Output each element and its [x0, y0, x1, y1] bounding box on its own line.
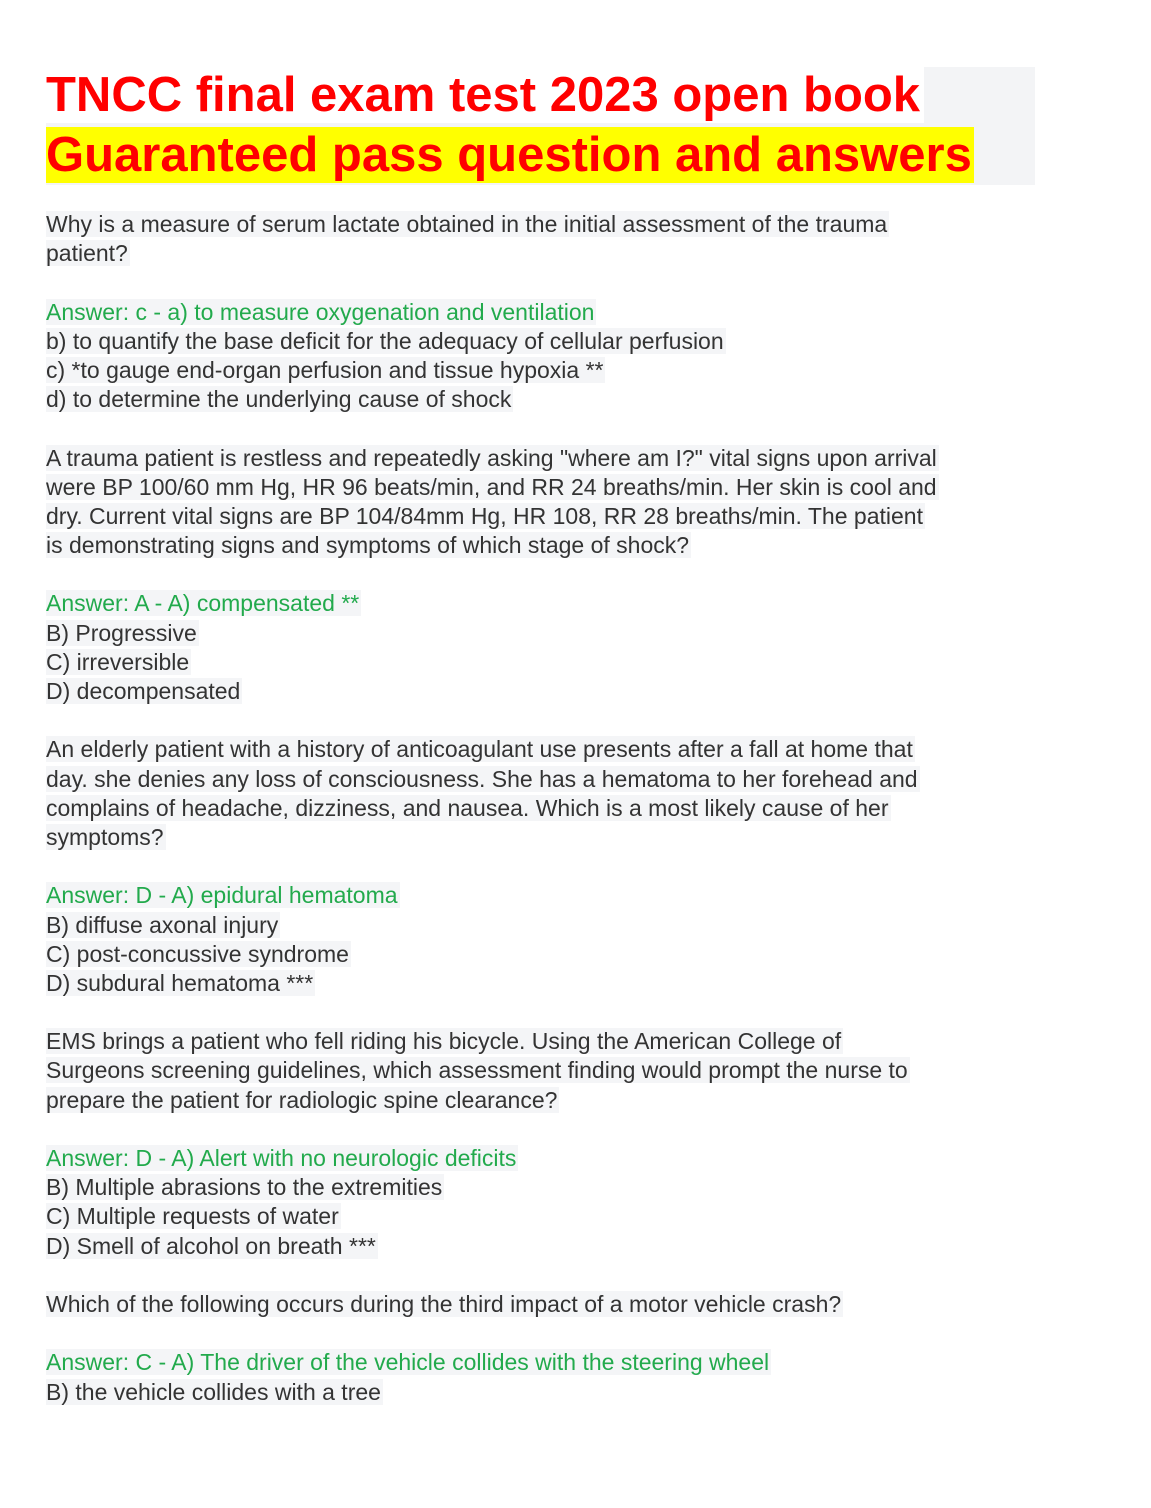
question-line: EMS brings a patient who fell riding his bicycle. Using the American College of — [46, 1028, 842, 1055]
option-line: C) Multiple requests of water — [46, 1203, 339, 1230]
option-line: D) decompensated — [46, 678, 241, 704]
option-line: D) Smell of alcohol on breath *** — [46, 1232, 376, 1259]
answer-line: Answer: D - A) epidural hematoma — [46, 882, 398, 909]
question-line: patient? — [46, 240, 128, 267]
qa-item — [46, 1290, 1036, 1407]
question-line: is demonstrating signs and symptoms of which stage of shock? — [46, 532, 690, 559]
option-line: B) the vehicle collides with a tree — [46, 1378, 381, 1405]
qa-content — [46, 210, 1036, 1407]
option-line: b) to quantify the base deficit for the adequacy of cellular perfusion — [46, 327, 724, 354]
answer-line: Answer: A - A) compensated ** — [46, 590, 360, 617]
title-line-1: TNCC final exam test 2023 open book — [46, 67, 924, 123]
question-line: Which of the following occurs during the third impact of a motor vehicle crash? — [46, 1290, 842, 1317]
question-line: were BP 100/60 mm Hg, HR 96 beats/min, and RR 24 breaths/min. Her skin is cool and — [46, 473, 937, 500]
question-line: Surgeons screening guidelines, which assessment finding would prompt the nurse to — [46, 1057, 908, 1084]
option-line: C) irreversible — [46, 648, 190, 675]
question-line: dry. Current vital signs are BP 104/84mm Hg, HR 108, RR 28 breaths/min. The patient — [46, 502, 923, 529]
question-line: Why is a measure of serum lactate obtained in the initial assessment of the trauma — [46, 211, 888, 237]
qa-item — [46, 444, 1036, 736]
option-line: B) Progressive — [46, 619, 197, 646]
option-line: d) to determine the underlying cause of shock — [46, 386, 512, 413]
qa-item — [46, 210, 1036, 444]
option-line: C) post-concussive syndrome — [46, 940, 349, 967]
option-line: D) subdural hematoma *** — [46, 969, 314, 996]
option-line: B) Multiple abrasions to the extremities — [46, 1174, 443, 1201]
question-line: prepare the patient for radiologic spine clearance? — [46, 1086, 558, 1113]
question-line: complains of headache, dizziness, and nausea. Which is a most likely cause of her — [46, 794, 889, 821]
qa-item — [46, 1027, 1036, 1290]
question-line: An elderly patient with a history of anticoagulant use presents after a fall at home that — [46, 736, 913, 763]
question-line: symptoms? — [46, 823, 164, 850]
document-title — [46, 67, 1035, 185]
answer-line: Answer: D - A) Alert with no neurologic deficits — [46, 1145, 517, 1171]
title-line-2-highlighted: Guaranteed pass question and answers — [46, 128, 972, 182]
question-line: A trauma patient is restless and repeatedly asking "where am I?" vital signs upon arrival — [46, 444, 937, 471]
qa-item — [46, 735, 1036, 1027]
answer-line: Answer: c - a) to measure oxygenation and ventilation — [46, 298, 595, 325]
option-line: B) diffuse axonal injury — [46, 911, 279, 938]
option-line: c) *to gauge end-organ perfusion and tissue hypoxia ** — [46, 356, 604, 383]
question-line: day. she denies any loss of consciousness. She has a hematoma to her forehead and — [46, 765, 918, 792]
answer-line: Answer: C - A) The driver of the vehicle collides with the steering wheel — [46, 1349, 770, 1376]
